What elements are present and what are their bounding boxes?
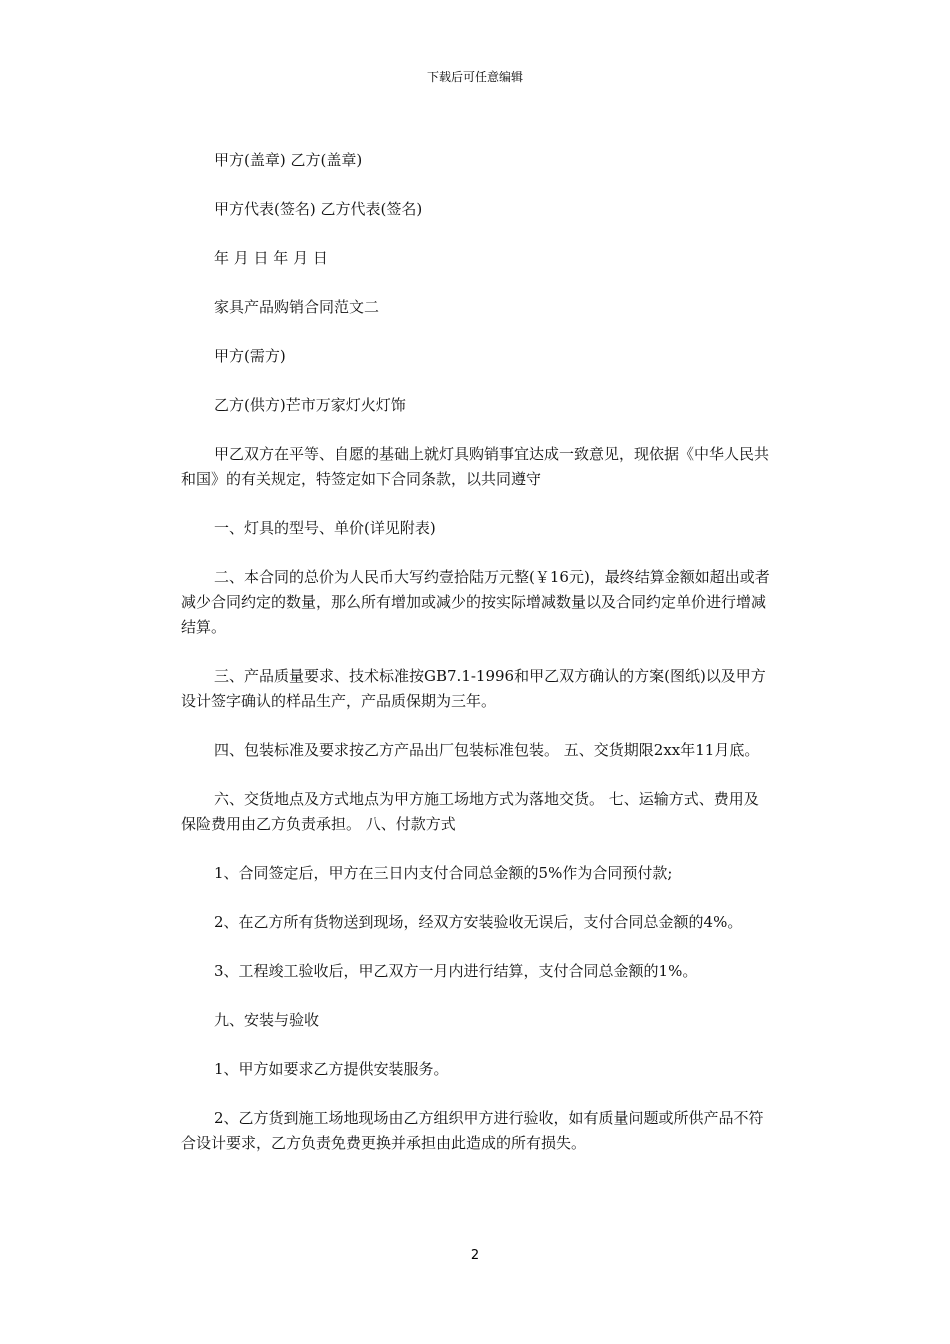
payment-item-2: 2、在乙方所有货物送到现场，经双方安装验收无误后，支付合同总金额的4%。: [214, 913, 743, 931]
contract-title: 家具产品购销合同范文二: [214, 298, 380, 316]
installation-item-2: 2、乙方货到施工场地现场由乙方组织甲方进行验收，如有质量问题或所供产品不符合设计要求，乙方负责免费更换并承担由此造成的所有损失。: [181, 1109, 764, 1152]
party-b-line: 乙方(供方)芒市万家灯火灯饰: [214, 396, 406, 414]
preamble-paragraph: 甲乙双方在平等、自愿的基础上就灯具购销事宜达成一致意见，现依据《中华人民共和国》的有关规定，特签定如下合同条款，以共同遵守: [181, 445, 770, 488]
clause-2: 二、本合同的总价为人民币大写约壹拾陆万元整(￥16元)，最终结算金额如超出或者减少合同约定的数量，那么所有增加或减少的按实际增减数量以及合同约定单价进行增减结算。: [181, 568, 770, 636]
clause-1: 一、灯具的型号、单价(详见附表): [214, 519, 436, 537]
payment-item-1: 1、合同签定后，甲方在三日内支付合同总金额的5%作为合同预付款;: [214, 864, 673, 882]
clause-9-heading: 九、安装与验收: [214, 1011, 320, 1029]
clause-3: 三、产品质量要求、技术标准按GB7.1-1996和甲乙双方确认的方案(图纸)以及甲方设计签字确认的样品生产，产品质保期为三年。: [181, 667, 766, 710]
signature-representative-line: 甲方代表(签名) 乙方代表(签名): [214, 200, 423, 218]
clause-4-5: 四、包装标准及要求按乙方产品出厂包装标准包装。 五、交货期限2xx年11月底。: [214, 741, 760, 759]
signature-seal-line: 甲方(盖章) 乙方(盖章): [214, 151, 363, 169]
installation-item-1: 1、甲方如要求乙方提供安装服务。: [214, 1060, 449, 1078]
payment-item-3: 3、工程竣工验收后，甲乙双方一月内进行结算，支付合同总金额的1%。: [214, 962, 698, 980]
page-number: 2: [470, 1248, 480, 1263]
page-header: 下载后可任意编辑: [426, 70, 523, 84]
document-body: [181, 148, 771, 1180]
party-a-line: 甲方(需方): [214, 347, 286, 365]
signature-date-line: 年 月 日 年 月 日: [214, 249, 328, 267]
clause-6-7-8: 六、交货地点及方式地点为甲方施工场地方式为落地交货。 七、运输方式、费用及保险费用由乙方负责承担。 八、付款方式: [181, 790, 759, 833]
